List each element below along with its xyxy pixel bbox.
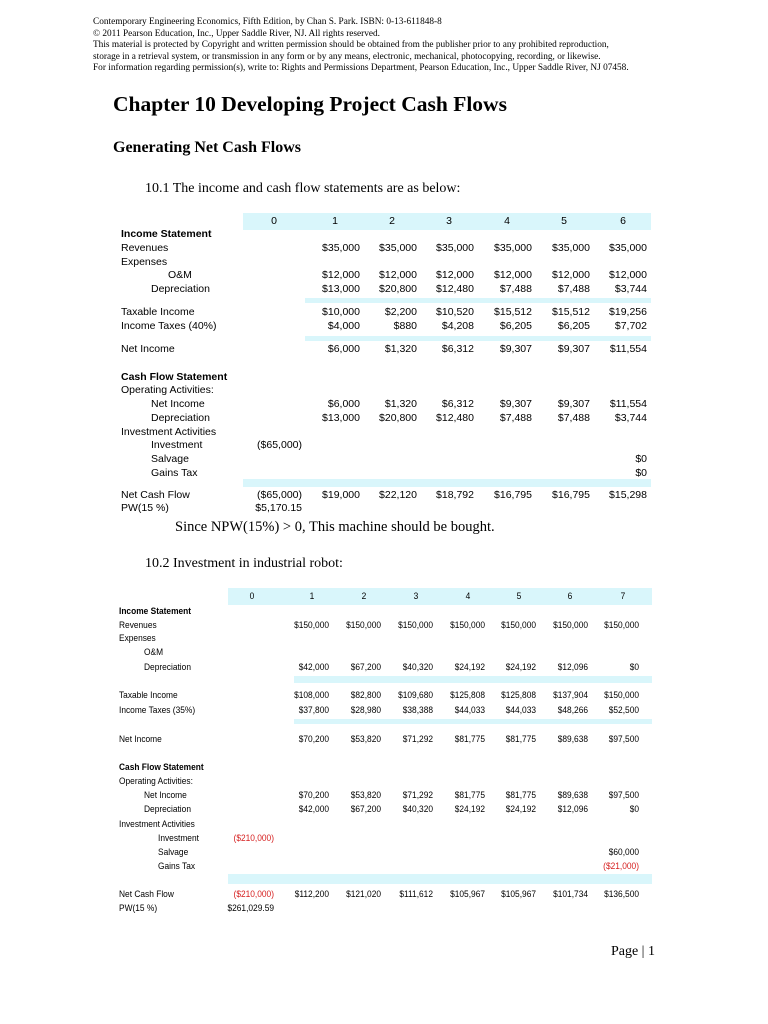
year-header-4: 4 [465, 591, 471, 601]
cell-net-income-year-7: $97,500 [608, 790, 639, 800]
row-label-net-cash-flow: Net Cash Flow [121, 489, 190, 501]
cell-o-m-year-4: $12,000 [494, 269, 532, 281]
separator-band [243, 479, 651, 487]
cell-revenues-year-3: $150,000 [398, 620, 433, 630]
row-label-depreciation: Depreciation [151, 283, 210, 295]
cell-income-taxes-40-year-3: $4,208 [441, 320, 474, 332]
separator-band [305, 298, 651, 303]
cell-depreciation-year-7: $0 [629, 662, 639, 672]
row-label-gains-tax: Gains Tax [158, 861, 196, 871]
row-label-gains-tax: Gains Tax [151, 467, 198, 479]
cell-income-taxes-40-year-5: $6,205 [557, 320, 590, 332]
cell-income-taxes-40-year-4: $6,205 [499, 320, 532, 332]
cell-pw-15-year-0: $5,170.15 [255, 502, 302, 514]
cell-depreciation-year-7: $0 [629, 804, 639, 814]
cell-net-income-year-2: $53,820 [350, 734, 381, 744]
year-header-3: 3 [446, 215, 452, 227]
cell-net-income-year-4: $81,775 [454, 734, 485, 744]
cell-depreciation-year-1: $42,000 [298, 804, 329, 814]
cell-depreciation-year-2: $67,200 [350, 804, 381, 814]
cell-net-cash-flow-year-1: $112,200 [294, 889, 329, 899]
cell-depreciation-year-2: $20,800 [379, 412, 417, 424]
cell-net-income-year-5: $81,775 [505, 734, 536, 744]
cell-net-income-year-1: $6,000 [327, 343, 360, 355]
cell-revenues-year-1: $150,000 [294, 620, 329, 630]
row-label-operating-activities: Operating Activities: [119, 776, 193, 786]
cell-depreciation-year-5: $7,488 [557, 283, 590, 295]
cell-o-m-year-6: $12,000 [609, 269, 647, 281]
row-label-income-statement: Income Statement [119, 606, 192, 616]
row-label-operating-activities: Operating Activities: [121, 384, 214, 396]
cell-net-cash-flow-year-5: $105,967 [501, 889, 536, 899]
cell-income-taxes-35-year-3: $38,388 [402, 705, 433, 715]
year-header-2: 2 [361, 591, 367, 601]
cell-salvage-year-6: $0 [635, 453, 647, 465]
page-number: Page | 1 [610, 944, 655, 959]
cell-net-income-year-1: $70,200 [298, 790, 329, 800]
row-label-revenues: Revenues [121, 242, 169, 254]
cell-net-cash-flow-year-3: $18,792 [436, 489, 474, 501]
cell-depreciation-year-3: $12,480 [436, 412, 474, 424]
row-label-taxable-income: Taxable Income [121, 306, 195, 318]
cell-depreciation-year-2: $67,200 [350, 662, 381, 672]
header-line: This material is protected by Copyright and written permission should be obtained from the publisher prior to any prohibited reproduction, [93, 40, 609, 51]
cell-net-cash-flow-year-4: $105,967 [450, 889, 485, 899]
row-label-net-income: Net Income [119, 734, 162, 744]
cell-revenues-year-5: $35,000 [552, 242, 590, 254]
cell-income-taxes-35-year-7: $52,500 [608, 705, 639, 715]
year-header-band [228, 588, 652, 605]
cell-revenues-year-6: $150,000 [553, 620, 588, 630]
year-header-7: 7 [620, 591, 626, 601]
cell-net-income-year-5: $81,775 [505, 790, 536, 800]
row-label-income-taxes-40: Income Taxes (40%) [121, 320, 217, 332]
cell-depreciation-year-3: $12,480 [436, 283, 474, 295]
row-label-expenses: Expenses [119, 633, 156, 643]
header-line: storage in a retrieval system, or transmission in any form or by any means, electronic, mechanical, photocopying, recording, or likewise. [93, 51, 601, 62]
year-header-0: 0 [249, 591, 255, 601]
cell-income-taxes-40-year-2: $880 [393, 320, 417, 332]
cell-net-cash-flow-year-6: $15,298 [609, 489, 647, 501]
row-label-net-income: Net Income [144, 790, 187, 800]
cell-net-income-year-5: $9,307 [557, 398, 590, 410]
cell-net-income-year-2: $1,320 [384, 398, 417, 410]
row-label-taxable-income: Taxable Income [119, 690, 178, 700]
separator-band [294, 676, 652, 683]
cell-net-income-year-6: $89,638 [557, 734, 588, 744]
row-label-o-m: O&M [168, 269, 192, 281]
cell-net-income-year-3: $6,312 [441, 343, 474, 355]
cell-net-cash-flow-year-0: ($210,000) [233, 889, 274, 899]
cell-salvage-year-7: $60,000 [608, 847, 639, 857]
header-line: © 2011 Pearson Education, Inc., Upper Saddle River, NJ. All rights reserved. [93, 28, 380, 39]
separator-band [294, 719, 652, 724]
row-label-salvage: Salvage [158, 847, 189, 857]
cell-revenues-year-4: $150,000 [450, 620, 485, 630]
cell-net-income-year-3: $6,312 [441, 398, 474, 410]
cell-depreciation-year-4: $7,488 [499, 283, 532, 295]
row-label-pw-15: PW(15 %) [119, 903, 158, 913]
row-label-depreciation: Depreciation [144, 662, 191, 672]
year-header-4: 4 [504, 215, 510, 227]
row-label-pw-15: PW(15 %) [121, 502, 169, 514]
cell-gains-tax-year-6: $0 [635, 467, 647, 479]
cell-income-taxes-35-year-1: $37,800 [298, 705, 329, 715]
cell-net-cash-flow-year-7: $136,500 [604, 889, 639, 899]
row-label-income-statement: Income Statement [121, 228, 212, 240]
cell-net-income-year-6: $11,554 [609, 343, 647, 355]
cell-taxable-income-year-5: $125,808 [501, 690, 536, 700]
cell-depreciation-year-1: $13,000 [322, 283, 360, 295]
cell-o-m-year-2: $12,000 [379, 269, 417, 281]
cell-depreciation-year-3: $40,320 [402, 804, 433, 814]
cell-revenues-year-2: $35,000 [379, 242, 417, 254]
year-header-0: 0 [271, 215, 277, 227]
cell-taxable-income-year-6: $19,256 [609, 306, 647, 318]
row-label-net-income: Net Income [151, 398, 205, 410]
cell-investment-year-0: ($65,000) [257, 439, 302, 451]
cell-net-cash-flow-year-2: $121,020 [346, 889, 381, 899]
cell-income-taxes-35-year-4: $44,033 [454, 705, 485, 715]
row-label-investment-activities: Investment Activities [121, 426, 217, 438]
year-header-6: 6 [620, 215, 626, 227]
row-label-depreciation: Depreciation [144, 804, 191, 814]
cell-income-taxes-35-year-5: $44,033 [505, 705, 536, 715]
cell-depreciation-year-6: $12,096 [557, 662, 588, 672]
cell-gains-tax-year-7: ($21,000) [603, 861, 639, 871]
row-label-o-m: O&M [144, 647, 164, 657]
cell-investment-year-0: ($210,000) [233, 833, 274, 843]
cell-net-income-year-6: $11,554 [609, 398, 647, 410]
year-header-2: 2 [389, 215, 395, 227]
cell-net-cash-flow-year-1: $19,000 [322, 489, 360, 501]
cell-taxable-income-year-2: $2,200 [384, 306, 417, 318]
cell-taxable-income-year-2: $82,800 [350, 690, 381, 700]
cell-taxable-income-year-5: $15,512 [552, 306, 590, 318]
row-label-investment: Investment [158, 833, 199, 843]
row-label-expenses: Expenses [121, 256, 168, 268]
year-header-6: 6 [567, 591, 573, 601]
year-header-1: 1 [309, 591, 315, 601]
cell-pw-15-year-0: $261,029.59 [227, 903, 274, 913]
cell-taxable-income-year-3: $10,520 [436, 306, 474, 318]
row-label-cash-flow-statement: Cash Flow Statement [121, 371, 228, 383]
header-line: For information regarding permission(s), write to: Rights and Permissions Department, Pearson Education, Inc., Upper Saddle River, NJ 07458. [93, 63, 629, 74]
cell-net-income-year-4: $81,775 [454, 790, 485, 800]
row-label-salvage: Salvage [151, 453, 189, 465]
row-label-income-taxes-35: Income Taxes (35%) [119, 705, 196, 715]
cell-net-income-year-2: $1,320 [384, 343, 417, 355]
cell-revenues-year-3: $35,000 [436, 242, 474, 254]
cell-depreciation-year-1: $13,000 [322, 412, 360, 424]
cell-depreciation-year-6: $12,096 [557, 804, 588, 814]
problem-2-heading: 10.2 Investment in industrial robot: [145, 556, 343, 571]
cell-net-income-year-3: $71,292 [402, 790, 433, 800]
cell-net-income-year-4: $9,307 [499, 343, 532, 355]
cell-taxable-income-year-6: $137,904 [553, 690, 588, 700]
cell-net-income-year-2: $53,820 [350, 790, 381, 800]
cell-depreciation-year-6: $3,744 [614, 283, 647, 295]
cell-depreciation-year-1: $42,000 [298, 662, 329, 672]
cell-net-income-year-3: $71,292 [402, 734, 433, 744]
cell-net-income-year-1: $6,000 [327, 398, 360, 410]
cell-net-cash-flow-year-3: $111,612 [399, 889, 433, 899]
cell-depreciation-year-5: $24,192 [505, 662, 536, 672]
cell-revenues-year-4: $35,000 [494, 242, 532, 254]
separator-band [305, 336, 651, 341]
cell-taxable-income-year-4: $125,808 [450, 690, 485, 700]
cell-revenues-year-6: $35,000 [609, 242, 647, 254]
year-header-3: 3 [413, 591, 419, 601]
cell-income-taxes-40-year-1: $4,000 [327, 320, 360, 332]
cell-income-taxes-35-year-2: $28,980 [350, 705, 381, 715]
cell-depreciation-year-4: $7,488 [499, 412, 532, 424]
cell-o-m-year-1: $12,000 [322, 269, 360, 281]
cell-net-income-year-5: $9,307 [557, 343, 590, 355]
cell-net-cash-flow-year-5: $16,795 [552, 489, 590, 501]
cell-o-m-year-3: $12,000 [436, 269, 474, 281]
cell-net-income-year-1: $70,200 [298, 734, 329, 744]
separator-band [228, 874, 652, 884]
row-label-revenues: Revenues [119, 620, 157, 630]
year-header-5: 5 [516, 591, 522, 601]
cell-depreciation-year-6: $3,744 [614, 412, 647, 424]
cell-income-taxes-35-year-6: $48,266 [557, 705, 588, 715]
row-label-net-income: Net Income [121, 343, 175, 355]
conclusion-text: Since NPW(15%) > 0, This machine should be bought. [175, 519, 495, 535]
cell-net-cash-flow-year-4: $16,795 [494, 489, 532, 501]
cell-taxable-income-year-1: $108,000 [294, 690, 329, 700]
cell-depreciation-year-2: $20,800 [379, 283, 417, 295]
year-header-1: 1 [332, 215, 338, 227]
cell-revenues-year-5: $150,000 [501, 620, 536, 630]
cell-net-income-year-4: $9,307 [499, 398, 532, 410]
cell-o-m-year-5: $12,000 [552, 269, 590, 281]
cell-depreciation-year-3: $40,320 [402, 662, 433, 672]
row-label-investment: Investment [151, 439, 203, 451]
cell-revenues-year-1: $35,000 [322, 242, 360, 254]
cell-revenues-year-7: $150,000 [604, 620, 639, 630]
year-header-5: 5 [561, 215, 567, 227]
row-label-investment-activities: Investment Activities [119, 819, 195, 829]
problem-1-heading: 10.1 The income and cash flow statements are as below: [145, 181, 461, 196]
section-title: Generating Net Cash Flows [113, 139, 301, 156]
cell-net-cash-flow-year-6: $101,734 [553, 889, 588, 899]
cell-net-income-year-7: $97,500 [608, 734, 639, 744]
copyright-header [93, 17, 629, 75]
cell-revenues-year-2: $150,000 [346, 620, 381, 630]
cell-net-cash-flow-year-0: ($65,000) [257, 489, 302, 501]
cell-depreciation-year-4: $24,192 [454, 662, 485, 672]
cell-taxable-income-year-4: $15,512 [494, 306, 532, 318]
row-label-depreciation: Depreciation [151, 412, 210, 424]
cell-depreciation-year-4: $24,192 [454, 804, 485, 814]
cell-taxable-income-year-1: $10,000 [322, 306, 360, 318]
cell-taxable-income-year-3: $109,680 [398, 690, 433, 700]
chapter-title: Chapter 10 Developing Project Cash Flows [113, 92, 507, 116]
cell-depreciation-year-5: $7,488 [557, 412, 590, 424]
cell-taxable-income-year-7: $150,000 [604, 690, 639, 700]
row-label-net-cash-flow: Net Cash Flow [119, 889, 174, 899]
cell-net-cash-flow-year-2: $22,120 [379, 489, 417, 501]
cell-depreciation-year-5: $24,192 [505, 804, 536, 814]
cell-net-income-year-6: $89,638 [557, 790, 588, 800]
cell-income-taxes-40-year-6: $7,702 [614, 320, 647, 332]
header-line: Contemporary Engineering Economics, Fifth Edition, by Chan S. Park. ISBN: 0-13-611848-8 [93, 17, 442, 27]
row-label-cash-flow-statement: Cash Flow Statement [119, 762, 204, 772]
